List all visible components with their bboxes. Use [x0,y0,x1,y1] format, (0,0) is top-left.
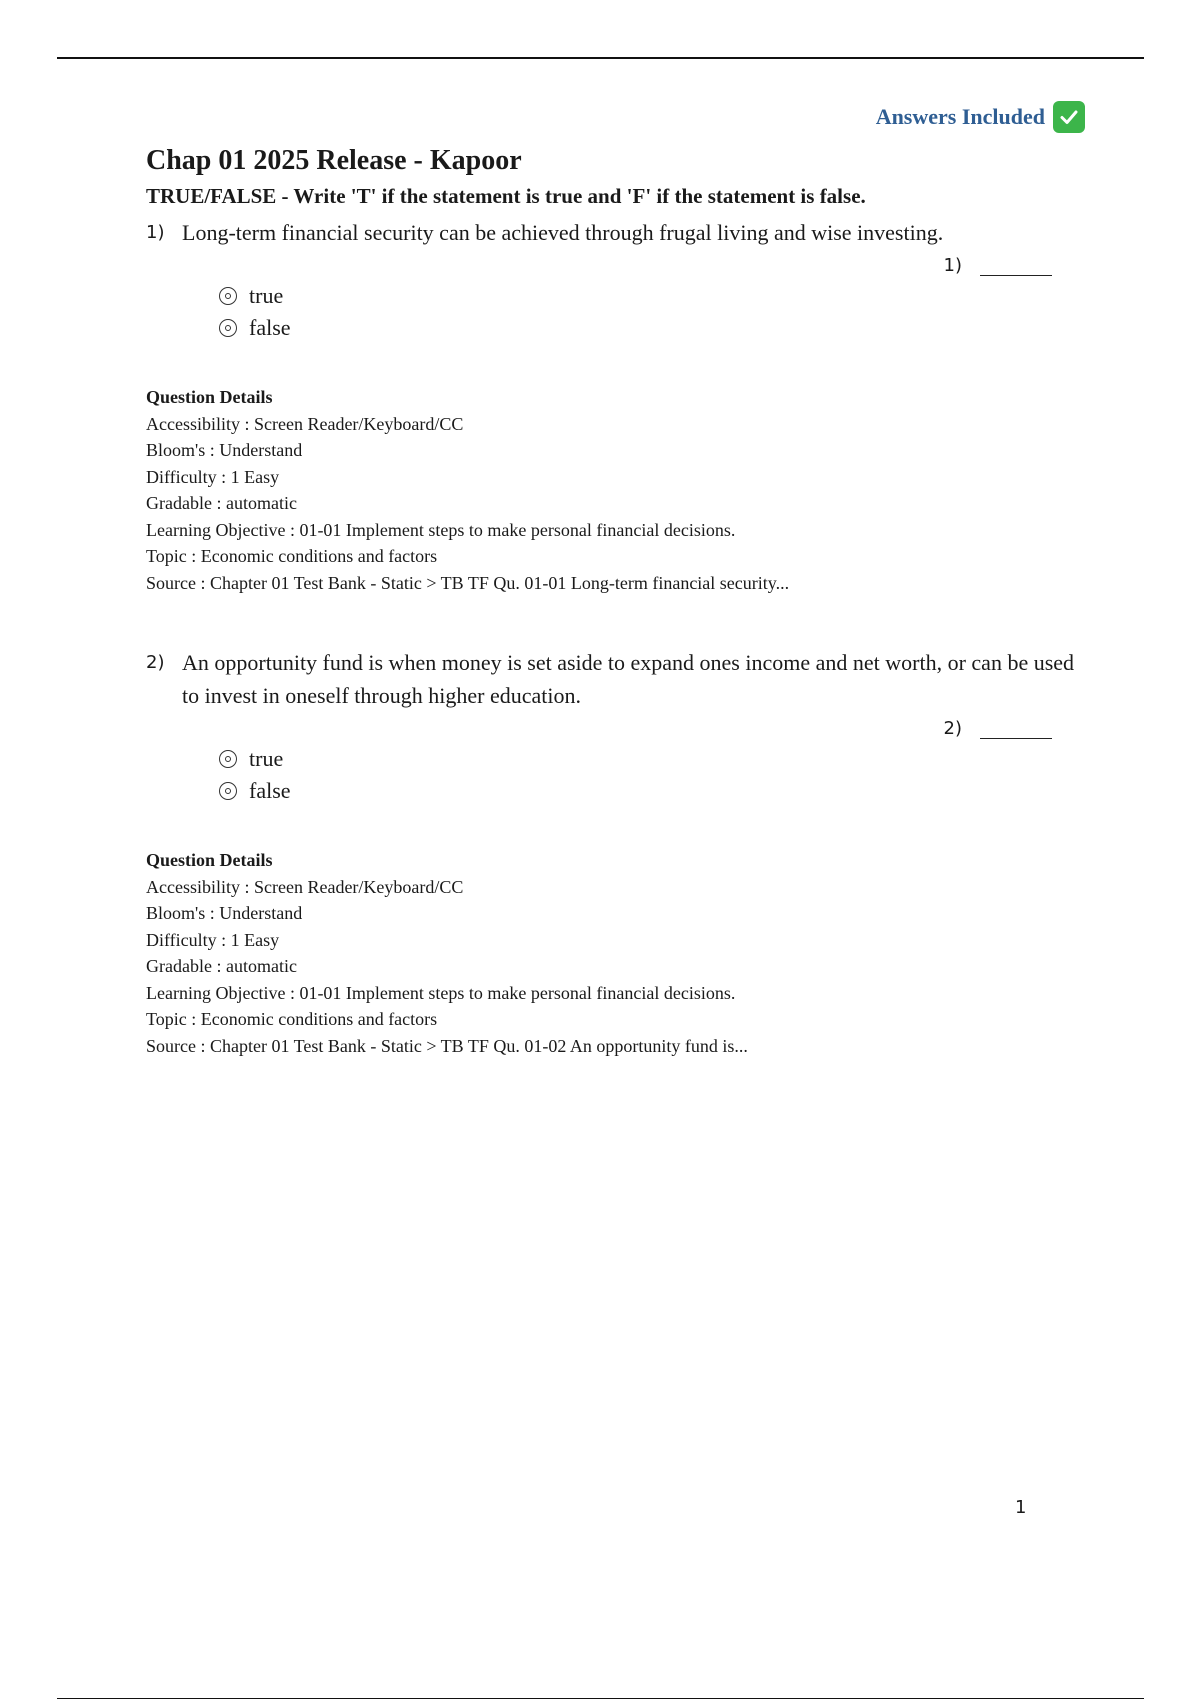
option-true[interactable] [219,280,1086,312]
detail-source: Source : Chapter 01 Test Bank - Static > TB TF Qu. 01-02 An opportunity fund is... [146,1035,748,1056]
detail-topic: Topic : Economic conditions and factors [146,546,438,566]
detail-blooms: Bloom's : Understand [146,903,303,923]
radio-icon[interactable] [219,750,237,768]
radio-icon[interactable] [219,287,237,305]
answer-slot [146,718,1052,739]
option-label: false [249,315,291,340]
detail-gradable: Gradable : automatic [146,493,297,513]
detail-source: Source : Chapter 01 Test Bank - Static > TB TF Qu. 01-01 Long-term financial security... [146,572,790,593]
question-number: 1) [146,222,165,243]
option-label: true [249,746,284,771]
check-icon [1053,101,1085,133]
badge-label: Answers Included [875,104,1045,129]
question-1 [146,216,1086,596]
detail-learning-objective: Learning Objective : 01-01 Implement steps to make personal financial decisions. [146,982,736,1003]
top-rule [57,57,1144,59]
detail-accessibility: Accessibility : Screen Reader/Keyboard/CC [146,413,464,434]
answers-included-badge [876,101,1085,133]
option-false[interactable] [219,312,1086,344]
detail-gradable: Gradable : automatic [146,956,297,976]
detail-difficulty: Difficulty : 1 Easy [146,466,280,487]
answer-label: 1) [943,255,962,276]
detail-accessibility: Accessibility : Screen Reader/Keyboard/CC [146,876,464,897]
detail-difficulty: Difficulty : 1 Easy [146,929,280,950]
option-label: true [249,283,284,308]
question-text: Long-term financial security can be achieved through frugal living and wise investing. [182,220,944,245]
question-2 [146,646,1086,1059]
page-number: 1 [1015,1497,1027,1518]
detail-topic: Topic : Economic conditions and factors [146,1009,438,1029]
question-details [146,847,1086,1059]
question-text: An opportunity fund is when money is set aside to expand ones income and net worth, or can be used to invest in oneself through higher education. [182,650,1075,708]
bottom-rule [57,1698,1144,1699]
answer-blank[interactable] [980,255,1052,276]
page-title: Chap 01 2025 Release - Kapoor [146,145,522,176]
section-instructions: TRUE/FALSE - Write 'T' if the statement is true and 'F' if the statement is false. [146,184,866,208]
answer-options [219,743,1086,807]
details-heading: Question Details [146,850,273,870]
answer-options [219,280,1086,344]
detail-blooms: Bloom's : Understand [146,440,303,460]
option-false[interactable] [219,775,1086,807]
answer-label: 2) [943,718,962,739]
question-number: 2) [146,652,165,673]
option-label: false [249,778,291,803]
details-heading: Question Details [146,387,273,407]
radio-icon[interactable] [219,319,237,337]
radio-icon[interactable] [219,782,237,800]
option-true[interactable] [219,743,1086,775]
question-details [146,384,1086,596]
answer-slot [146,255,1052,276]
answer-blank[interactable] [980,718,1052,739]
detail-learning-objective: Learning Objective : 01-01 Implement steps to make personal financial decisions. [146,519,736,540]
